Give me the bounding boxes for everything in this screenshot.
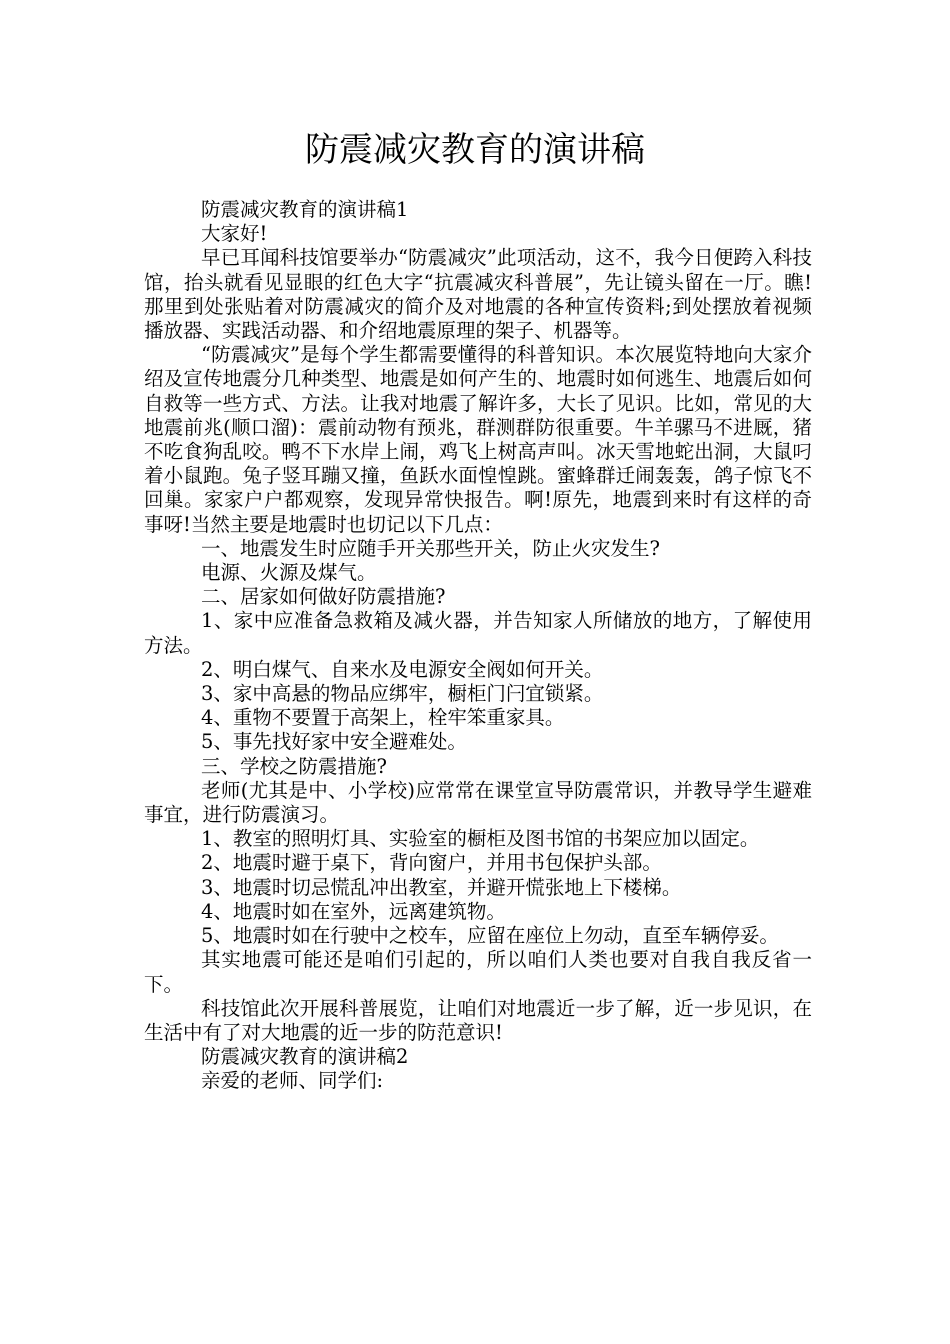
paragraph: 防震减灾教育的演讲稿1 bbox=[201, 198, 409, 221]
paragraph: 三、学校之防震措施? bbox=[201, 754, 387, 778]
document-title: 防震减灾教育的演讲稿 bbox=[305, 130, 645, 170]
paragraph: 5、事先找好家中安全避难处。 bbox=[201, 730, 467, 754]
paragraph: 老师(尤其是中、小学校)应常常在课堂宣导防震常识，并教导学生避难事宜，进行防震演习。 bbox=[144, 778, 812, 827]
paragraph: 2、明白煤气、自来水及电源安全阀如何开关。 bbox=[201, 657, 604, 681]
paragraph: 防震减灾教育的演讲稿2 bbox=[201, 1045, 409, 1069]
paragraph: 5、地震时如在行驶中之校车，应留在座位上勿动，直至车辆停妥。 bbox=[201, 924, 779, 948]
paragraph: 3、地震时切忌慌乱冲出教室，并避开慌张地上下楼梯。 bbox=[201, 875, 682, 899]
paragraph: 科技馆此次开展科普展览，让咱们对地震近一步了解，近一步见识，在生活中有了对大地震的近一步的防范意识! bbox=[144, 996, 812, 1044]
paragraph: “防震减灾”是每个学生都需要懂得的科普知识。本次展览特地向大家介绍及宣传地震分几种类型、地震是如何产生的、地震时如何逃生、地震后如何自救等一些方式、方法。让我对地震了解许多，大长了见识。比如，常见的大地震前兆(顺口溜)：震前动物有预兆，群测群防很重要。牛羊骡马不进厩，猪不吃食狗乱咬。鸭不下水岸上闹，鸡飞上树高声叫。冰天雪地蛇出洞，大鼠叼着小鼠跑。兔子竖耳蹦又撞，鱼跃水面惶惶跳。蜜蜂群迁闹轰轰，鸽子惊飞不回巢。家家户户都观察，发现异常快报告。啊!原先，地震到来时有这样的奇事呀!当然主要是地震时也切记以下几点： bbox=[144, 343, 812, 536]
paragraph: 电源、火源及煤气。 bbox=[201, 561, 377, 585]
paragraph: 1、教室的照明灯具、实验室的橱柜及图书馆的书架应加以固定。 bbox=[201, 827, 760, 851]
paragraph: 二、居家如何做好防震措施? bbox=[201, 585, 446, 609]
paragraph: 一、地震发生时应随手开关那些开关，防止火灾发生? bbox=[201, 536, 660, 560]
paragraph: 早已耳闻科技馆要举办“防震减灾”此项活动，这不，我今日便跨入科技馆，抬头就看见显眼的红色大字“抗震减灾科普展”，先让镜头留在一厅。瞧!那里到处张贴着对防震减灾的简介及对地震的各种宣传资料;到处摆放着视频播放器、实践活动器、和介绍地震原理的架子、机器等。 bbox=[144, 246, 812, 343]
paragraph: 3、家中高悬的物品应绑牢，橱柜门闩宜锁紧。 bbox=[201, 682, 604, 706]
paragraph: 4、重物不要置于高架上，栓牢笨重家具。 bbox=[201, 706, 565, 730]
paragraph: 其实地震可能还是咱们引起的，所以咱们人类也要对自我自我反省一下。 bbox=[144, 948, 812, 996]
document-body bbox=[144, 198, 812, 1094]
paragraph: 1、家中应准备急救箱及减火器，并告知家人所储放的地方，了解使用方法。 bbox=[144, 609, 812, 657]
paragraph: 4、地震时如在室外，远离建筑物。 bbox=[201, 899, 506, 923]
paragraph: 大家好! bbox=[201, 222, 268, 246]
paragraph: 亲爱的老师、同学们: bbox=[201, 1069, 384, 1093]
paragraph: 2、地震时避于桌下，背向窗户，并用书包保护头部。 bbox=[201, 851, 662, 875]
